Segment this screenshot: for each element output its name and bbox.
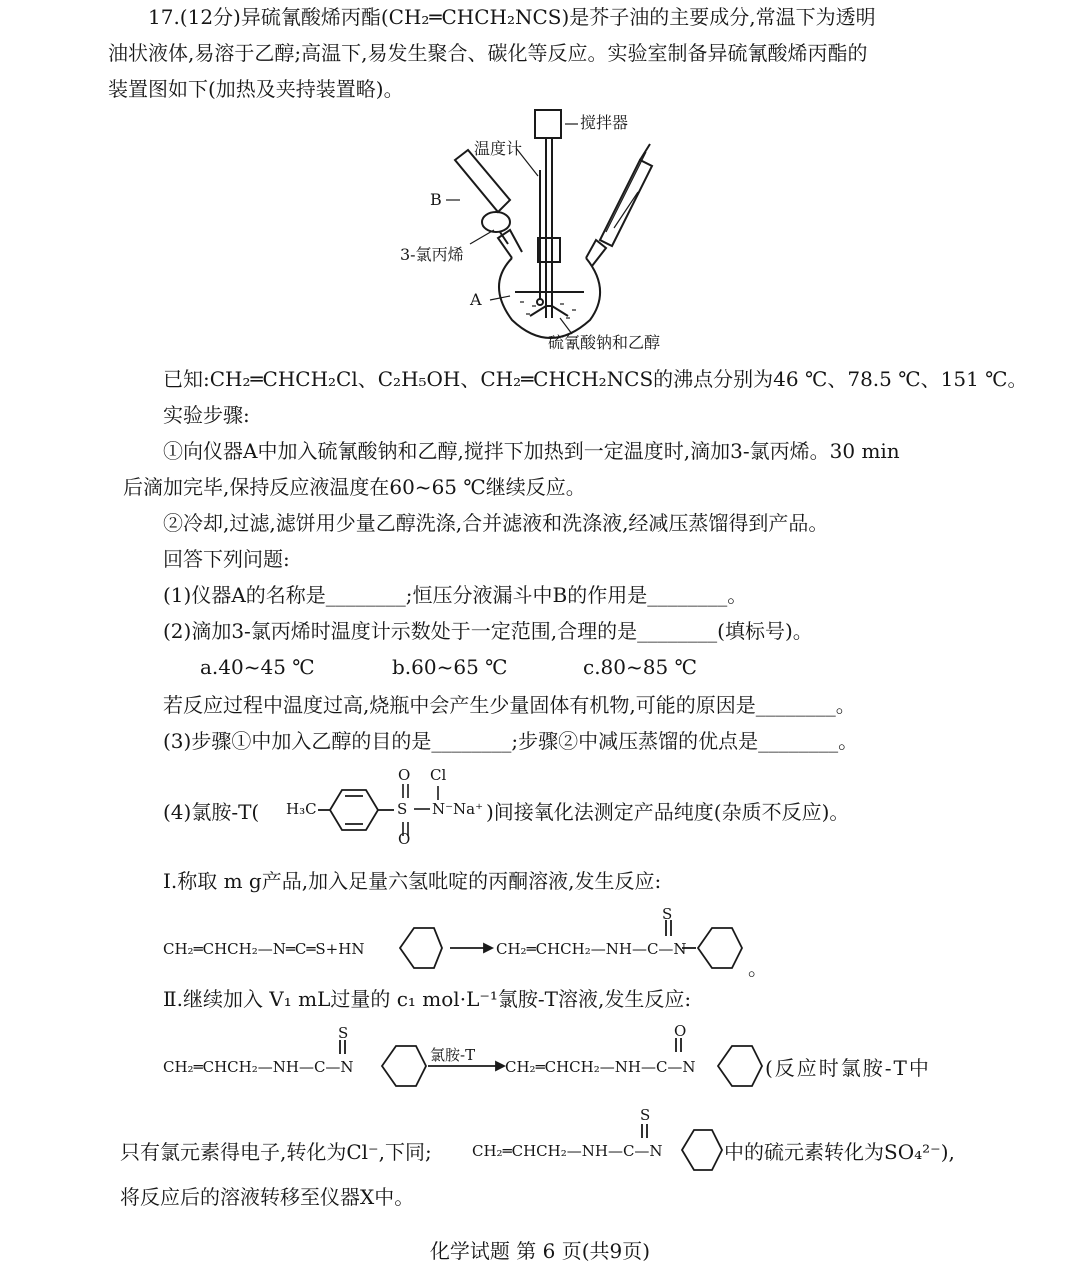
step1-line1: ①向仪器A中加入硫氰酸钠和乙醇,搅拌下加热到一定温度时,滴加3-氯丙烯。30 min [163, 439, 900, 463]
known-boiling-points: 已知:CH₂═CHCH₂Cl、C₂H₅OH、CH₂═CHCH₂NCS的沸点分别为46 ℃、78.5 ℃、151 ℃。 [163, 367, 1028, 391]
label-stirrer: 搅拌器 [580, 113, 629, 132]
q4-suffix: )间接氧化法测定产品纯度(杂质不反应)。 [486, 800, 850, 824]
step-i-text: Ⅰ.称取 m g产品,加入足量六氢吡啶的丙酮溶液,发生反应: [163, 869, 662, 893]
reaction-ii-note: (反应时氯胺-T中 [765, 1056, 931, 1080]
reaction-ii-oxygen: O [674, 1022, 687, 1040]
reaction-ii-reactant: CH₂═CHCH₂—NH—C—N [163, 1058, 354, 1076]
label-funnel-b: B [430, 190, 442, 209]
label-flask-a: A [470, 290, 482, 309]
option-c: c.80~85 ℃ [583, 655, 697, 679]
tail-drawing [638, 1118, 708, 1188]
q4-oxygen-top: O [398, 766, 411, 784]
reaction-ii-reagent: 氯胺-T [430, 1046, 476, 1064]
q4-chlorine: Cl [430, 766, 447, 784]
question-2: (2)滴加3-氯丙烯时温度计示数处于一定范围,合理的是________(填标号)。 [163, 619, 813, 643]
reaction-i-sulfur: S [662, 905, 673, 923]
tail-molecule: CH₂═CHCH₂—NH—C—N [472, 1142, 663, 1160]
reaction-i-reactant: CH₂═CHCH₂—N═C═S+HN [163, 940, 365, 958]
q4-n-na: N⁻Na⁺ [432, 800, 484, 818]
step2: ②冷却,过滤,滤饼用少量乙醇洗涤,合并滤液和洗涤液,经减压蒸馏得到产品。 [163, 511, 829, 535]
page-footer: 化学试题 第 6 页(共9页) [429, 1239, 651, 1263]
option-b: b.60~65 ℃ [392, 655, 508, 679]
reaction-ii-product: CH₂═CHCH₂—NH—C—N [505, 1058, 696, 1076]
question-2-followup: 若反应过程中温度过高,烧瓶中会产生少量固体有机物,可能的原因是________。 [163, 693, 856, 717]
step-ii-text: Ⅱ.继续加入 V₁ mL过量的 c₁ mol·L⁻¹氯胺-T溶液,发生反应: [163, 987, 692, 1011]
tail-prefix: 只有氯元素得电子,转化为Cl⁻,下同; [120, 1140, 432, 1164]
question-3: (3)步骤①中加入乙醇的目的是________;步骤②中减压蒸馏的优点是________。 [163, 729, 859, 753]
tail-sulfur: S [640, 1106, 651, 1124]
question-intro-line1: 17.(12分)异硫氰酸烯丙酯(CH₂═CHCH₂NCS)是芥子油的主要成分,常温下为透明 [148, 5, 876, 29]
question-1: (1)仪器A的名称是________;恒压分液漏斗中B的作用是________。 [163, 583, 748, 607]
q4-sulfur: S [397, 800, 408, 818]
reaction-i-product: CH₂═CHCH₂—NH—C—N [496, 940, 687, 958]
label-contents: 硫氰酸钠和乙醇 [548, 333, 661, 352]
label-thermometer: 温度计 [474, 139, 523, 158]
step1-line2: 后滴加完毕,保持反应液温度在60~65 ℃继续反应。 [123, 475, 586, 499]
tail-suffix: 中的硫元素转化为SO₄²⁻), [724, 1140, 955, 1164]
apparatus-drawing [0, 0, 1080, 360]
reaction-ii-sulfur: S [338, 1024, 349, 1042]
reaction-i-end: 。 [748, 956, 768, 980]
benzene-ring [318, 780, 398, 840]
q4-oxygen-bottom: O [398, 830, 411, 848]
steps-title: 实验步骤: [163, 403, 250, 427]
question-intro-line2: 油状液体,易溶于乙醇;高温下,易发生聚合、碳化等反应。实验室制备异硫氰酸烯丙酯的 [108, 41, 868, 65]
question-intro-line3: 装置图如下(加热及夹持装置略)。 [108, 77, 404, 101]
q4-prefix: (4)氯胺-T( [163, 800, 260, 824]
label-chloropropene: 3-氯丙烯 [400, 245, 464, 264]
tail-line2: 将反应后的溶液转移至仪器X中。 [120, 1185, 415, 1209]
answer-prompt: 回答下列问题: [163, 547, 290, 571]
q4-h3c: H₃C [286, 800, 317, 818]
option-a: a.40~45 ℃ [200, 655, 315, 679]
